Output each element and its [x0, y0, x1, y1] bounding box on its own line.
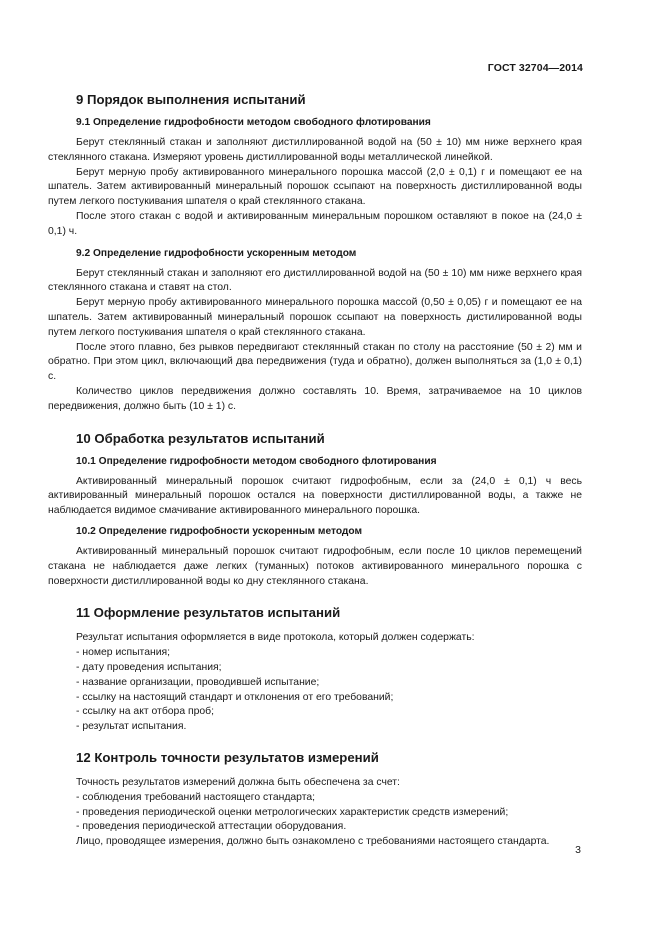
paragraph: Берут стеклянный стакан и заполняют дистиллированной водой на (50 ± 10) мм ниже верхнего края стеклянного стакана. Измеряют уровень дистиллированной воды металлической линейкой. — [48, 137, 582, 163]
paragraph: Количество циклов передвижения должно составлять 10. Время, затрачиваемое на 10 циклов передвижения, должно быть (10 ± 1) с. — [48, 385, 582, 412]
subsection-10-1-title: 10.1 Определение гидрофобности методом свободного флотирования — [76, 455, 437, 467]
list-item: - соблюдения требований настоящего стандарта; — [76, 791, 316, 803]
list-item: - результат испытания. — [76, 721, 187, 733]
paragraph: После этого стакан с водой и активированным минеральным порошком оставляют в покое на (24,0 ± 0,1) ч. — [48, 210, 582, 237]
list-item: - ссылку на настоящий стандарт и отклонения от его требований; — [76, 691, 394, 703]
page-content — [48, 91, 582, 850]
paragraph: После этого плавно, без рывков передвигают стеклянный стакан по столу на расстояние (50 ± 2) мм и обратно. При этом цикл, включающий два передвижения (туда и обратно), должен выполняться за (1,0 ± 0,1) с. — [48, 341, 582, 383]
section-9-title: 9 Порядок выполнения испытаний — [76, 92, 306, 107]
section-10 — [48, 430, 582, 590]
list-item: - дату проведения испытания; — [76, 661, 222, 673]
section-12 — [48, 749, 582, 850]
paragraph: Активированный минеральный порошок считают гидрофобным, если за (24,0 ± 0,1) ч весь активированный минеральный порошок остался на поверхности дистиллированной воды, а также не наблюдается видимое смачивание активированного минерального порошка. — [48, 475, 582, 517]
subsection-10-2-title: 10.2 Определение гидрофобности ускоренным методом — [76, 525, 363, 537]
paragraph: Берут мерную пробу активированного минерального порошка массой (0,50 ± 0,05) г и помещают ее на шпатель. Затем активированный минеральный порошок ссыпают на поверхность дистилированной воды путем легкого постукивания шпателя о край стеклянного стакана. — [48, 297, 582, 338]
list-item: - проведения периодической оценки метрологических характеристик средств измерений; — [76, 806, 509, 818]
paragraph: Точность результатов измерений должна быть обеспечена за счет: — [76, 776, 400, 788]
paragraph: Берут мерную пробу активированного минерального порошка массой (2,0 ± 0,1) г и помещают ее на шпатель. Затем активированный минеральный порошок ссыпают на поверхность дистиллированной воды путем легкого постукивания шпателя о край стеклянного стакана. — [48, 166, 582, 208]
paragraph: Лицо, проводящее измерения, должно быть ознакомлено с требованиями настоящего стандарта. — [76, 836, 550, 848]
list-item: - название организации, проводившей испытание; — [76, 676, 320, 688]
section-12-title: 12 Контроль точности результатов измерений — [76, 749, 379, 765]
list-item: - номер испытания; — [76, 647, 171, 659]
section-10-title: 10 Обработка результатов испытаний — [76, 430, 325, 446]
list-item: - ссылку на акт отбора проб; — [76, 706, 215, 718]
paragraph: Результат испытания оформляется в виде протокола, который должен содержать: — [76, 632, 475, 644]
section-11-title: 11 Оформление результатов испытаний — [76, 605, 341, 621]
paragraph: Активированный минеральный порошок считают гидрофобным, если после 10 циклов перемещений стакана не наблюдается даже легких (туманных) потоков активированного минерального порошка с поверхности дистиллированной воды ко дну стеклянного стакана. — [48, 545, 582, 587]
document-code: ГОСТ 32704—2014 — [487, 62, 583, 74]
paragraph: Берут стеклянный стакан и заполняют его дистиллированной водой на (50 ± 10) мм ниже верхнего края стеклянного стакана и ставят на стол. — [48, 267, 582, 294]
subsection-9-1-title: 9.1 Определение гидрофобности методом свободного флотирования — [76, 117, 431, 128]
section-9 — [48, 91, 582, 415]
list-item: - проведения периодической аттестации оборудования. — [76, 821, 347, 833]
subsection-9-2-title: 9.2 Определение гидрофобности ускоренным методом — [76, 247, 357, 259]
section-11 — [48, 604, 582, 735]
page-number: 3 — [575, 844, 581, 856]
